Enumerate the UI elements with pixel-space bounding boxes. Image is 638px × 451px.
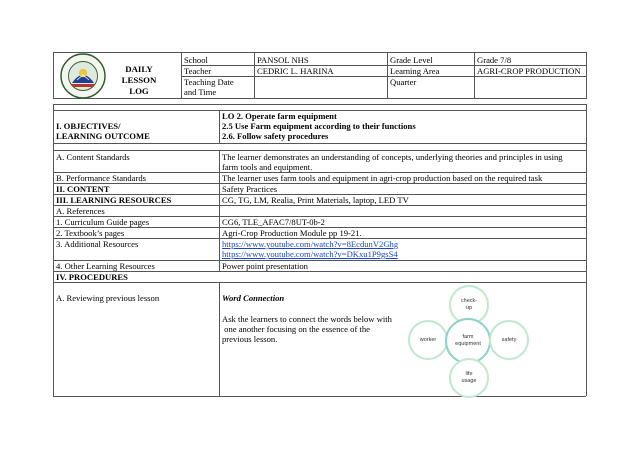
other-resources-value: Power point presentation — [222, 261, 308, 271]
textbook-pages-value: Agri-Crop Production Module pp 19-21. — [222, 228, 362, 238]
header-right-border — [586, 52, 587, 99]
title-line-1: DAILY — [125, 64, 153, 74]
reviewing-lesson-label: A. Reviewing previous lesson — [56, 293, 160, 303]
activity-text-3: previous lesson. — [222, 334, 278, 344]
table-border-top — [53, 52, 586, 53]
header-col-1 — [181, 52, 182, 99]
teacher-label: Teacher — [184, 66, 212, 76]
header-col-2 — [254, 52, 255, 99]
teaching-date-label: Teaching Date — [184, 77, 234, 87]
learning-area-label: Learning Area — [390, 66, 440, 76]
content-label: II. CONTENT — [56, 184, 110, 194]
main-left-border — [53, 104, 54, 396]
quarter-label: Quarter — [390, 77, 417, 87]
learning-resources-value: CG, TG, LM, Realia, Print Materials, laptop, LED TV — [222, 195, 409, 205]
life-usage-line-2: usage — [461, 378, 477, 384]
farm-equipment-line-2: equipment — [455, 341, 481, 347]
other-resources-label: 4. Other Learning Resources — [56, 261, 155, 271]
grade-level-label: Grade Level — [390, 55, 433, 65]
learning-resources-label: III. LEARNING RESOURCES — [56, 195, 172, 205]
content-standards-label: A. Content Standards — [56, 152, 130, 162]
performance-standards-value: The learner uses farm tools and equipment in agri-crop production based on the required task — [222, 173, 543, 183]
header-row-line-2 — [181, 76, 586, 77]
check-up-line-1: check- — [460, 298, 478, 304]
main-table-top — [53, 104, 586, 105]
references-label: A. References — [56, 206, 105, 216]
objective-2-6: 2.6. Follow safety procedures — [222, 131, 329, 141]
title-line-2: LESSON — [121, 75, 157, 85]
school-value: PANSOL NHS — [257, 55, 309, 65]
activity-text-1: Ask the learners to connect the words below with — [222, 314, 392, 324]
check-up-line-2: up — [465, 305, 473, 311]
teaching-time-label: and Time — [184, 87, 217, 97]
table-bottom — [53, 396, 586, 397]
circle-worker — [408, 320, 448, 360]
seal-icon — [60, 53, 106, 99]
farm-equipment-line-1: farm — [462, 334, 474, 340]
title-line-3: LOG — [129, 86, 149, 96]
procedures-top — [53, 282, 586, 283]
content-standards-value-cont: farm tools and equipment. — [222, 162, 313, 172]
header-col-4 — [474, 52, 475, 99]
header-bottom-line — [53, 98, 586, 99]
circle-life-usage — [449, 358, 489, 398]
school-label: School — [184, 55, 208, 65]
content-value: Safety Practices — [222, 184, 278, 194]
row-line-d — [53, 205, 586, 206]
header-left-border — [53, 52, 54, 99]
safety-text: safety — [501, 336, 517, 343]
objective-lo: LO 2. Operate farm equipment — [222, 111, 337, 121]
curriculum-guide-value: CG6, TLE_AFAC7/8UT-0b-2 — [222, 217, 325, 227]
objectives-label-2: LEARNING OUTCOME — [56, 131, 150, 141]
learning-area-value: AGRI-CROP PRODUCTION — [477, 66, 581, 76]
activity-text-2: one another focusing on the essence of the — [222, 324, 370, 334]
word-connection-heading: Word Connection — [222, 293, 285, 303]
header-col-3 — [387, 52, 388, 99]
daily-lesson-log-title — [113, 64, 165, 97]
worker-text: worker — [419, 336, 437, 343]
objectives-bottom — [53, 143, 586, 144]
row-line-i — [53, 271, 586, 272]
youtube-link-2[interactable]: https://www.youtube.com/watch?v=DKxu1P9gsS4 — [222, 249, 398, 259]
spacer-line — [53, 150, 586, 151]
row-line-b — [53, 183, 586, 184]
textbook-pages-label: 2. Textbook’s pages — [56, 228, 125, 238]
main-col-divider — [219, 150, 220, 271]
main-col-divider-top — [219, 110, 220, 144]
curriculum-guide-label: 1. Curriculum Guide pages — [56, 217, 150, 227]
deped-seal — [60, 53, 106, 99]
performance-standards-label: B. Performance Standards — [56, 173, 146, 183]
main-col-divider-bottom — [219, 282, 220, 396]
teacher-value: CEDRIC L. HARINA — [257, 66, 334, 76]
grade-level-value: Grade 7/8 — [477, 55, 512, 65]
life-usage-line-1: life — [465, 371, 473, 377]
content-standards-value: The learner demonstrates an understanding of concepts, underlying theories and principles in using — [222, 152, 563, 162]
main-right-border — [586, 104, 587, 396]
youtube-link-1[interactable]: https://www.youtube.com/watch?v=8EcdunV2Ghg — [222, 239, 399, 249]
procedures-label: IV. PROCEDURES — [56, 272, 128, 282]
objectives-label-1: I. OBJECTIVES/ — [56, 121, 121, 131]
additional-resources-label: 3. Additional Resources — [56, 239, 139, 249]
objective-2-5: 2.5 Use Farm equipment according to their functions — [222, 121, 416, 131]
circle-safety — [489, 320, 529, 360]
